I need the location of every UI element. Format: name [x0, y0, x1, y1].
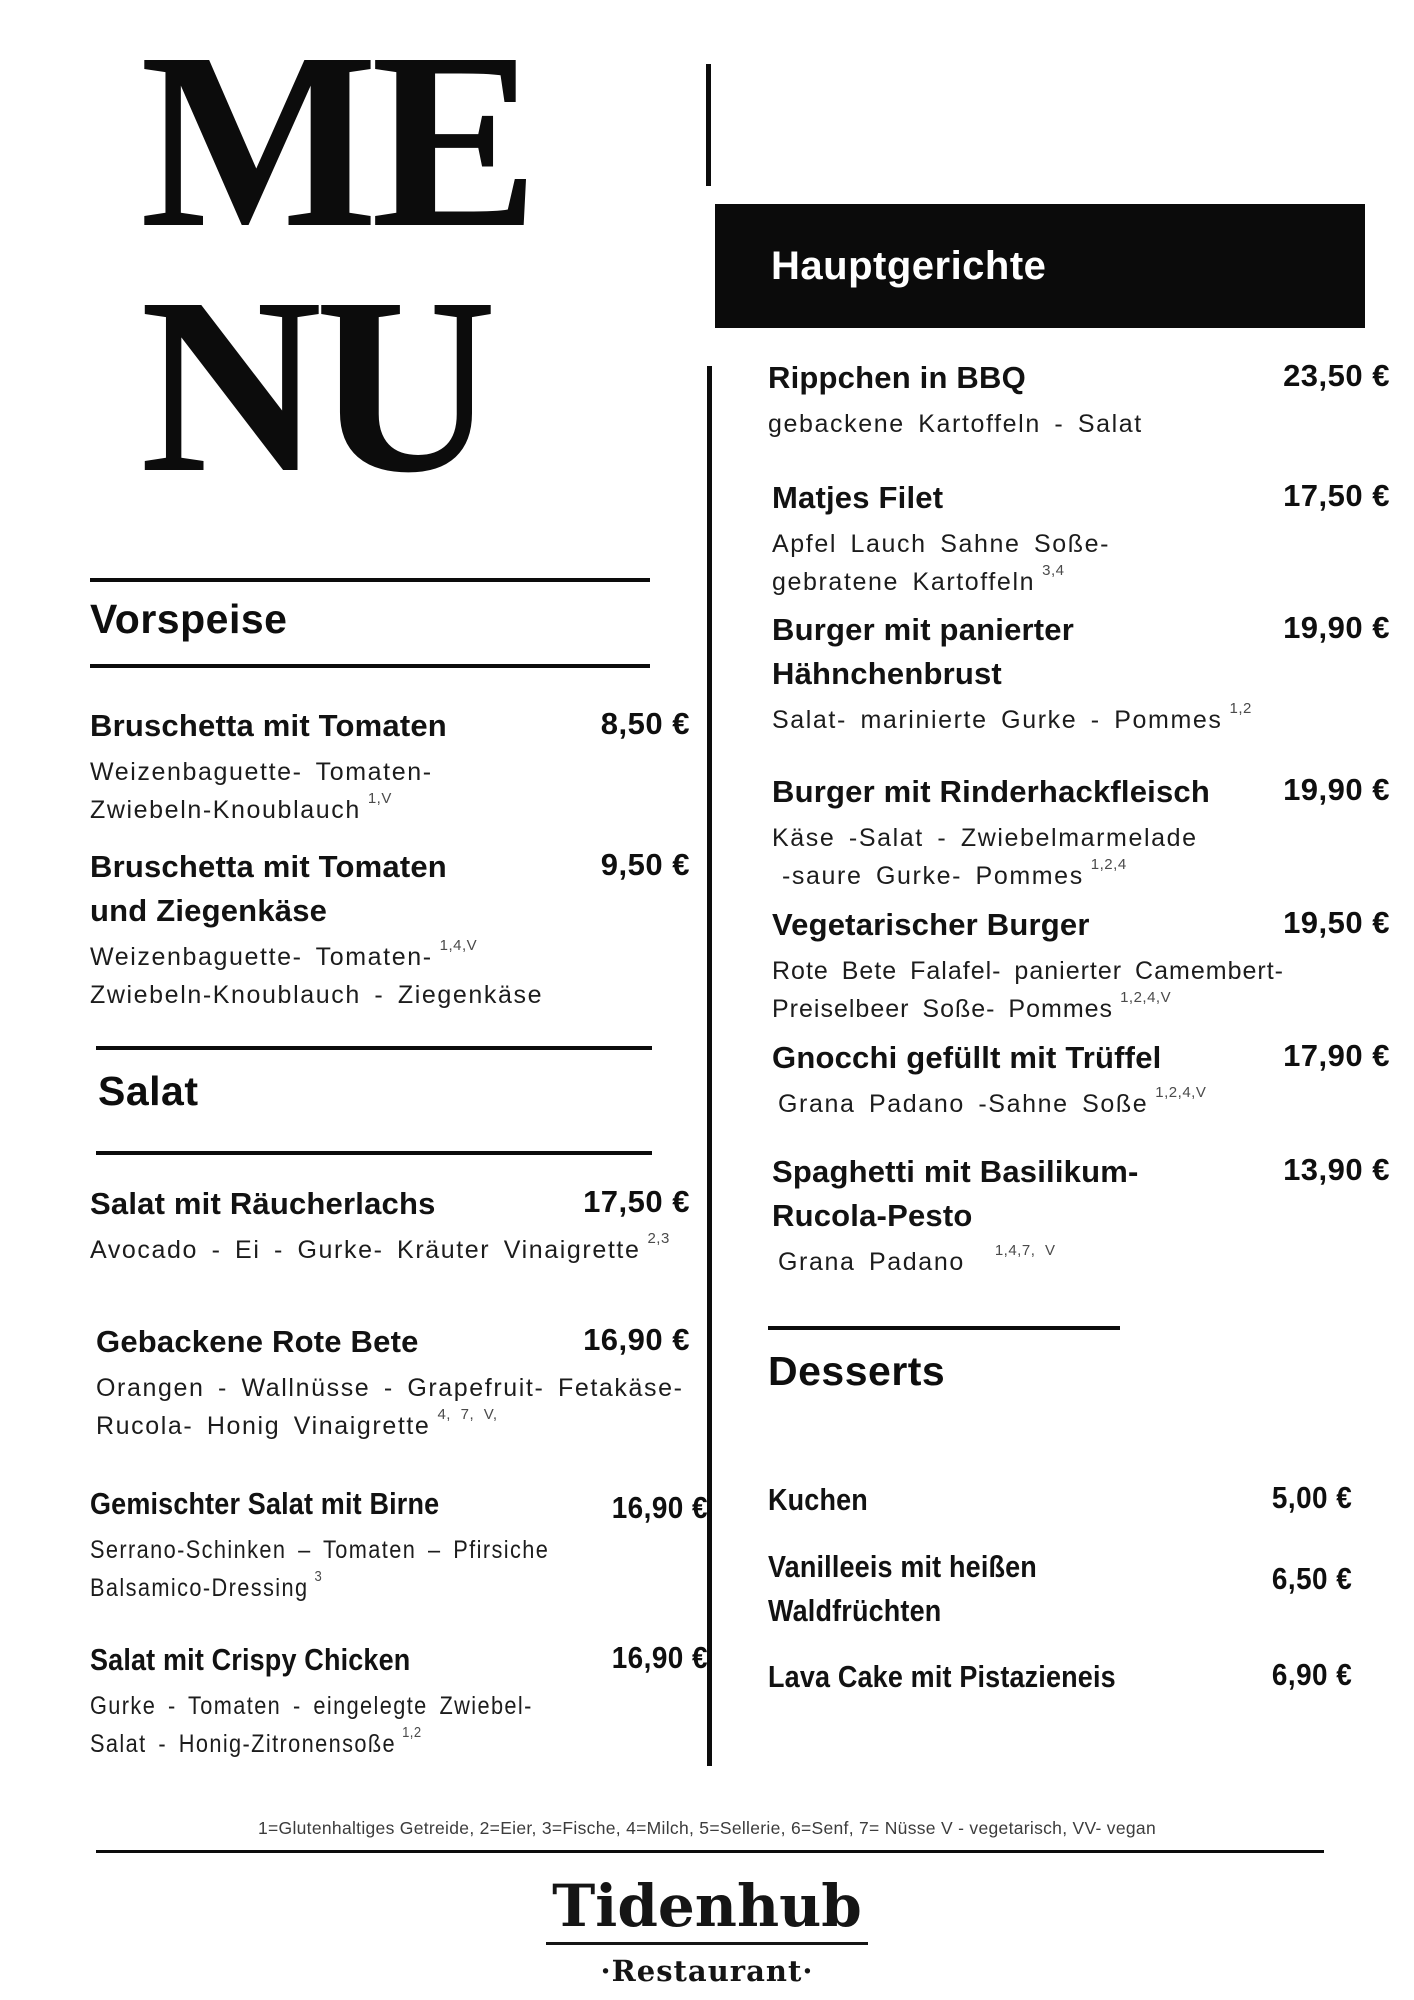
item-title: Bruschetta mit Tomaten	[90, 708, 447, 743]
rule-desserts-top	[768, 1326, 1120, 1330]
restaurant-subtitle: ·Restaurant·	[600, 1954, 814, 1988]
item-title: Vanilleeis mit heißen Waldfrüchten	[768, 1549, 1037, 1628]
allergen-codes: 4, 7, V,	[437, 1405, 498, 1423]
rule-vorspeise-bottom	[90, 664, 650, 668]
menu-item-salat-raeucherlachs	[90, 1182, 690, 1269]
allergen-codes: 3	[314, 1567, 323, 1585]
item-description: Weizenbaguette- Tomaten- Zwiebeln-Knoublauch $^{1,V}$	[90, 758, 433, 824]
item-title: Salat mit Räucherlachs	[90, 1186, 436, 1221]
menu-item-lava-cake	[768, 1655, 1352, 1699]
rule-footer	[96, 1850, 1324, 1853]
section-heading-desserts: Desserts	[768, 1348, 946, 1394]
item-title: Gnocchi gefüllt mit Trüffel	[772, 1040, 1162, 1075]
item-title: Bruschetta mit Tomaten und Ziegenkäse	[90, 849, 447, 928]
item-price: 6,50 €	[1271, 1561, 1352, 1596]
section-heading-vorspeise: Vorspeise	[90, 596, 288, 642]
item-title: Burger mit panierter Hähnchenbrust	[772, 612, 1075, 691]
item-description: Weizenbaguette- Tomaten- $^{1,4,V}$ Zwiebeln-Knoublauch - Ziegenkäse	[90, 936, 544, 1009]
item-description: Salat- marinierte Gurke - Pommes $^{1,2}$	[772, 699, 1252, 734]
menu-logo	[140, 0, 532, 525]
restaurant-name: Tidenhub	[546, 1872, 868, 1945]
menu-logo-line1: ME	[140, 0, 532, 280]
item-price: 23,50 €	[1283, 358, 1390, 393]
item-price: 17,50 €	[583, 1184, 690, 1219]
rule-salat-bottom	[96, 1151, 652, 1155]
item-title: Salat mit Crispy Chicken	[90, 1642, 411, 1677]
item-description: Apfel Lauch Sahne Soße- gebratene Kartoffeln $^{3,4}$	[772, 530, 1111, 596]
item-price: 19,50 €	[1283, 905, 1390, 940]
menu-item-bruschetta-ziegenkaese	[90, 845, 690, 1014]
item-title: Gebackene Rote Bete	[96, 1324, 419, 1359]
item-price: 19,90 €	[1283, 772, 1390, 807]
item-price: 16,90 €	[611, 1490, 708, 1525]
menu-item-burger-haehnchenbrust	[772, 608, 1390, 739]
item-title: Burger mit Rinderhackfleisch	[772, 774, 1210, 809]
allergen-codes: 1,2,4,V	[1120, 988, 1172, 1006]
rule-salat-top	[96, 1046, 652, 1050]
item-price: 8,50 €	[600, 706, 690, 741]
menu-item-burger-rinderhackfleisch	[772, 770, 1390, 895]
item-title: Vegetarischer Burger	[772, 907, 1090, 942]
section-heading-salat: Salat	[98, 1068, 199, 1114]
rule-vorspeise-top	[90, 578, 650, 582]
menu-item-gemischter-salat-birne	[90, 1482, 708, 1607]
allergen-codes: 1,4,V	[439, 936, 478, 954]
item-title: Kuchen	[768, 1482, 868, 1517]
menu-item-spaghetti-pesto	[772, 1150, 1390, 1281]
item-description: Rote Bete Falafel- panierter Camembert- Preiselbeer Soße- Pommes $^{1,2,4,V}$	[772, 957, 1284, 1023]
item-price: 6,90 €	[1271, 1657, 1352, 1692]
item-price: 17,90 €	[1283, 1038, 1390, 1073]
menu-logo-line2: NU	[140, 245, 490, 525]
item-description: Avocado - Ei - Gurke- Kräuter Vinaigrette $^{2,3}$	[90, 1229, 670, 1264]
restaurant-logo	[0, 1872, 1414, 1940]
section-heading-hauptgerichte: Hauptgerichte	[771, 243, 1047, 288]
menu-item-gebackene-rote-bete	[96, 1320, 690, 1445]
item-title: Matjes Filet	[772, 480, 944, 515]
menu-item-vanilleeis-waldfruechte	[768, 1545, 1352, 1633]
item-price: 13,90 €	[1283, 1152, 1390, 1187]
allergen-codes: 1,2,4,V	[1155, 1083, 1207, 1101]
menu-item-kuchen	[768, 1478, 1352, 1522]
item-title: Lava Cake mit Pistazieneis	[768, 1659, 1116, 1694]
menu-item-vegetarischer-burger	[772, 903, 1390, 1028]
item-description: Serrano-Schinken – Tomaten – Pfirsiche Balsamico-Dressing $^3$	[90, 1536, 550, 1602]
item-description: Grana Padano $^{1,4,7, V}$	[778, 1241, 1056, 1276]
item-description: Orangen - Wallnüsse - Grapefruit- Fetakäse- Rucola- Honig Vinaigrette $^{4, 7, V,}$	[96, 1374, 684, 1440]
allergen-codes: 2,3	[647, 1229, 670, 1247]
item-description: Gurke - Tomaten - eingelegte Zwiebel- Salat - Honig-Zitronensoße $^{1,2}$	[90, 1692, 533, 1758]
item-price: 16,90 €	[611, 1640, 708, 1675]
item-price: 17,50 €	[1283, 478, 1390, 513]
divider-top-segment	[706, 64, 711, 186]
menu-item-matjes-filet	[772, 476, 1390, 601]
item-description: Käse -Salat - Zwiebelmarmelade -saure Gurke- Pommes $^{1,2,4}$	[772, 824, 1198, 890]
allergen-codes: 1,2	[1229, 699, 1252, 717]
item-price: 5,00 €	[1271, 1480, 1352, 1515]
menu-item-bruschetta-tomaten	[90, 704, 690, 829]
allergen-codes: 1,4,7, V	[994, 1241, 1056, 1259]
item-description: Grana Padano -Sahne Soße $^{1,2,4,V}$	[778, 1083, 1207, 1118]
item-title: Spaghetti mit Basilikum- Rucola-Pesto	[772, 1154, 1139, 1233]
item-description: gebackene Kartoffeln - Salat	[768, 410, 1143, 438]
menu-item-gnocchi-trueffel	[772, 1036, 1390, 1123]
item-title: Rippchen in BBQ	[768, 360, 1026, 395]
item-price: 9,50 €	[600, 847, 690, 882]
item-title: Gemischter Salat mit Birne	[90, 1486, 440, 1521]
allergen-codes: 3,4	[1042, 561, 1065, 579]
allergen-codes: 1,V	[367, 789, 392, 807]
section-banner-hauptgerichte	[715, 204, 1365, 328]
allergen-codes: 1,2,4	[1090, 855, 1127, 873]
item-price: 19,90 €	[1283, 610, 1390, 645]
menu-item-rippchen-bbq	[768, 356, 1390, 443]
item-price: 16,90 €	[583, 1322, 690, 1357]
menu-item-salat-crispy-chicken	[90, 1638, 708, 1763]
allergen-legend: 1=Glutenhaltiges Getreide, 2=Eier, 3=Fische, 4=Milch, 5=Sellerie, 6=Senf, 7= Nüsse V - vegetarisch, VV- vegan	[258, 1818, 1156, 1838]
allergen-codes: 1,2	[402, 1723, 422, 1741]
